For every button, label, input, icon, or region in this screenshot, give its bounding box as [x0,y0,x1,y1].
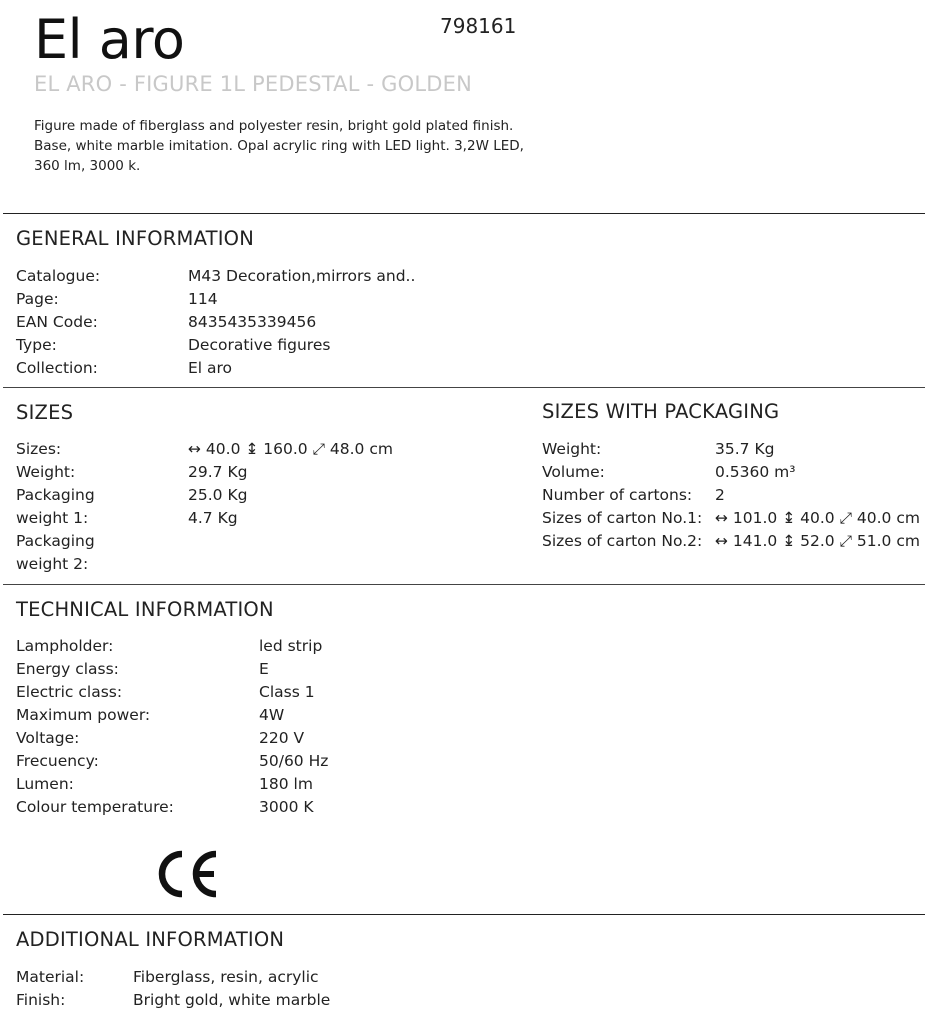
technical-value: E [259,660,269,678]
additional-label: Finish: [16,991,66,1009]
technical-value: 50/60 Hz [259,752,329,770]
general-information-list [16,265,415,380]
sizes-label: weight 2: [16,555,89,573]
technical-label: Colour temperature: [16,798,174,816]
technical-label: Energy class: [16,660,119,678]
additional-value: Bright gold, white marble [133,991,331,1009]
packaging-value: 0.5360 m³ [715,463,796,481]
technical-label: Voltage: [16,729,80,747]
general-label: EAN Code: [16,313,98,331]
sizes-row [16,438,393,461]
technical-row [16,681,328,704]
general-row-page [16,288,415,311]
technical-value: 220 V [259,729,305,747]
sizes-label: Packaging [16,486,95,504]
general-label: Page: [16,290,59,308]
general-row-catalogue [16,265,415,288]
packaging-row [542,438,920,461]
general-label: Catalogue: [16,267,101,285]
general-information-heading: GENERAL INFORMATION [16,227,254,250]
packaging-row [542,530,920,553]
technical-row [16,796,328,819]
packaging-label: Sizes of carton No.1: [542,509,703,527]
divider [3,387,925,388]
sizes-row [16,461,393,484]
technical-label: Lumen: [16,775,74,793]
sizes-with-packaging-heading: SIZES WITH PACKAGING [542,400,780,423]
packaging-row [542,484,920,507]
sizes-label: Sizes: [16,440,62,458]
technical-information-heading: TECHNICAL INFORMATION [16,598,274,621]
sizes-row [16,507,393,530]
divider [3,213,925,214]
general-value: 8435435339456 [188,313,317,331]
technical-label: Frecuency: [16,752,99,770]
sizes-row [16,530,393,553]
technical-value: led strip [259,637,323,655]
additional-row [16,989,330,1012]
sizes-label: weight 1: [16,509,89,527]
technical-value: 180 lm [259,775,313,793]
packaging-list [542,438,920,553]
sizes-row [16,484,393,507]
technical-row [16,750,328,773]
additional-label: Material: [16,968,85,986]
packaging-label: Weight: [542,440,602,458]
technical-row [16,658,328,681]
packaging-value: 35.7 Kg [715,440,775,458]
ce-mark-icon [152,846,222,902]
divider [3,584,925,585]
technical-label: Maximum power: [16,706,151,724]
product-description: Figure made of fiberglass and polyester resin, bright gold plated finish. Base, white marble imitation. Opal acrylic ring with LED light. 3,2W LED, 360 lm, 3000 k. [34,118,524,174]
general-label: Type: [16,336,57,354]
additional-value: Fiberglass, resin, acrylic [133,968,319,986]
general-value: M43 Decoration,mirrors and.. [188,267,416,285]
technical-row [16,773,328,796]
additional-list [16,966,330,1012]
sizes-value: 25.0 Kg [188,486,248,504]
product-reference: 798161 [440,14,517,38]
additional-information-heading: ADDITIONAL INFORMATION [16,928,285,951]
packaging-value: 2 [715,486,725,504]
divider [3,914,925,915]
packaging-label: Number of cartons: [542,486,693,504]
general-label: Collection: [16,359,98,377]
technical-row [16,704,328,727]
packaging-value: ↔ 101.0 ↨ 40.0 ⤢ 40.0 cm [715,509,920,527]
technical-row [16,635,328,658]
technical-value: Class 1 [259,683,315,701]
technical-list [16,635,328,819]
sizes-heading: SIZES [16,401,74,424]
sizes-value: 29.7 Kg [188,463,248,481]
general-row-type [16,334,415,357]
product-subtitle: EL ARO - FIGURE 1L PEDESTAL - GOLDEN [34,72,472,96]
packaging-row [542,461,920,484]
sizes-label: Packaging [16,532,95,550]
packaging-label: Sizes of carton No.2: [542,532,703,550]
technical-value: 4W [259,706,285,724]
general-value: 114 [188,290,218,308]
general-value: Decorative figures [188,336,331,354]
technical-label: Lampholder: [16,637,114,655]
packaging-row [542,507,920,530]
sizes-value: ↔ 40.0 ↨ 160.0 ⤢ 48.0 cm [188,440,393,458]
sizes-list [16,438,393,576]
sizes-value: 4.7 Kg [188,509,238,527]
additional-row [16,966,330,989]
packaging-value: ↔ 141.0 ↨ 52.0 ⤢ 51.0 cm [715,532,920,550]
general-value: El aro [188,359,233,377]
technical-row [16,727,328,750]
technical-label: Electric class: [16,683,123,701]
sizes-label: Weight: [16,463,76,481]
product-title: El aro [34,8,185,71]
technical-value: 3000 K [259,798,314,816]
general-row-collection [16,357,415,380]
sizes-row [16,553,393,576]
general-row-ean [16,311,415,334]
packaging-label: Volume: [542,463,605,481]
